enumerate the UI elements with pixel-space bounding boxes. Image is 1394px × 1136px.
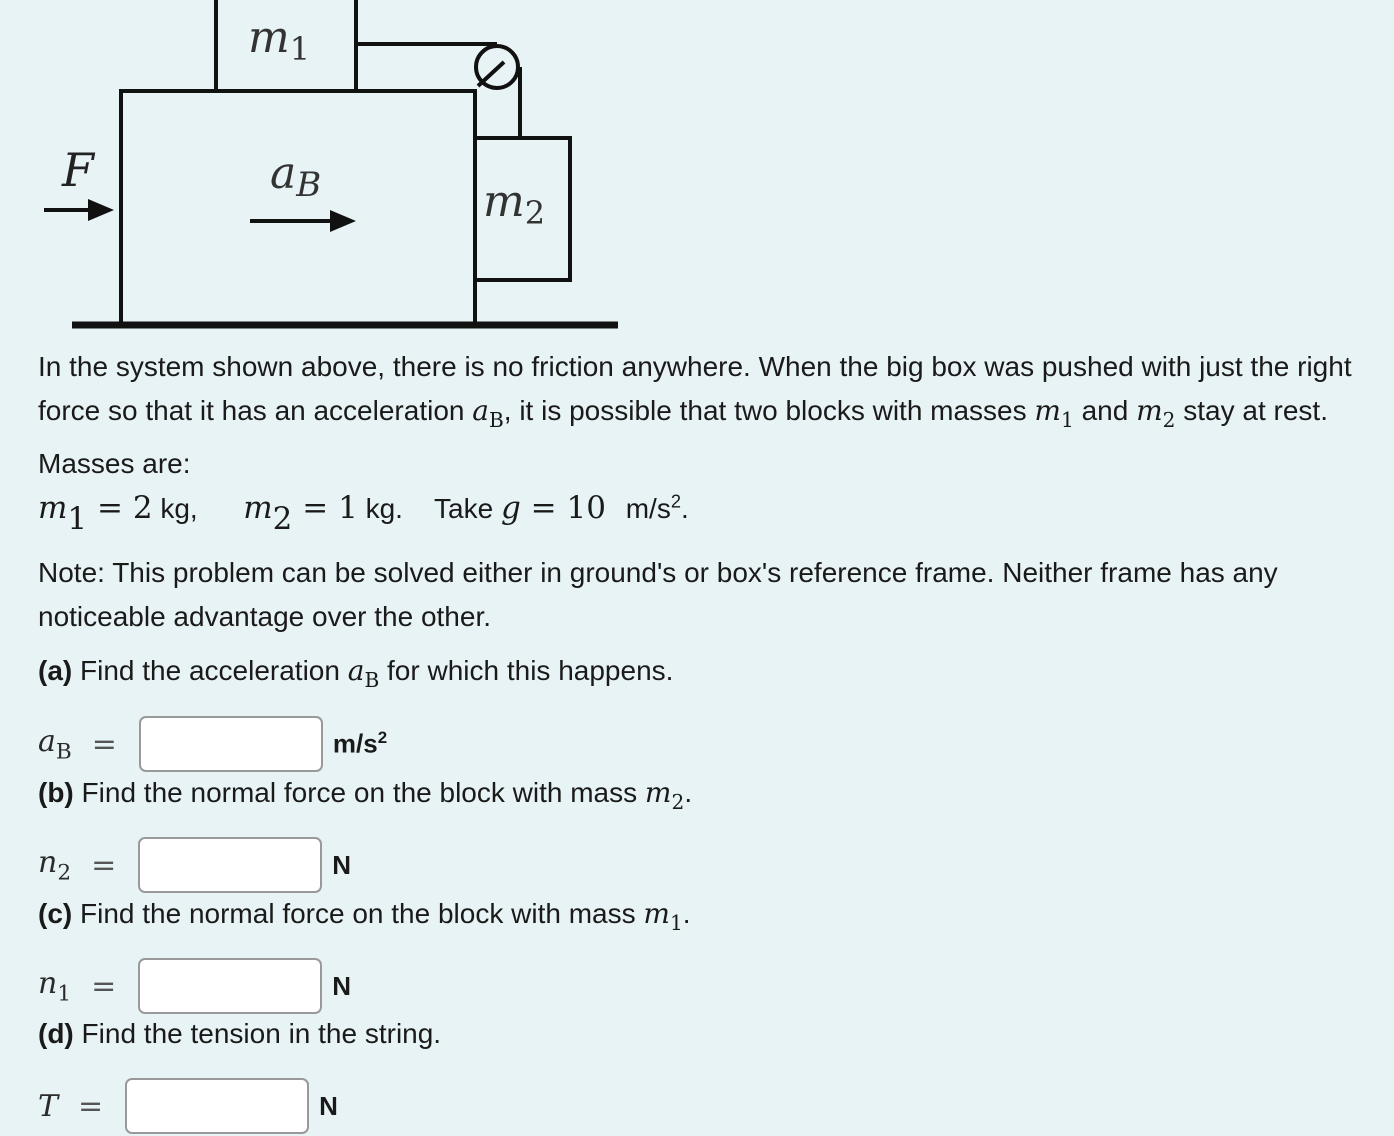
unit-b: N (332, 849, 351, 880)
answer-input-d[interactable] (125, 1078, 309, 1134)
force-arrow (44, 199, 114, 221)
answer-label-b: $n_2$ (38, 844, 72, 886)
answer-input-c[interactable] (138, 958, 322, 1014)
label-m1: m1 (248, 12, 311, 68)
unit-d: N (319, 1090, 338, 1121)
label-m2: m2 (483, 176, 546, 232)
physics-diagram (0, 0, 640, 340)
answer-row-c: $n_1$ = N (38, 956, 351, 1016)
answer-row-a: $a_B$ = $m/s^2$ (38, 714, 387, 774)
question-a: (a) Find the acceleration $a_B$ for which this happens. (38, 654, 674, 693)
unit-a: $m/s^2$ (332, 728, 388, 759)
big-box (121, 91, 475, 325)
acceleration-arrow (250, 210, 356, 232)
answer-label-c: $n_1$ (38, 965, 72, 1007)
question-c: (c) Find the normal force on the block with mass $m_1$. (38, 897, 691, 936)
label-F: F (62, 143, 94, 197)
pulley-axle (478, 62, 504, 86)
answer-label-d: T (38, 1088, 59, 1124)
note-text: Note: This problem can be solved either in ground's or box's reference frame. Neither frame has any noticeable advantage over the other. (38, 557, 1278, 632)
problem-statement: In the system shown above, there is no friction anywhere. When the big box was pushed with just the right force so that it has an acceleration $a_B$, it is possible that two blocks with masses $m_1$ and $m_2$ stay at rest. Masses are: (38, 351, 1352, 480)
answer-row-b: $n_2$ = N (38, 835, 351, 895)
question-b: (b) Find the normal force on the block with mass $m_2$. (38, 776, 693, 815)
answer-input-a[interactable] (139, 716, 323, 772)
question-d: (d) Find the tension in the string. (38, 1018, 442, 1049)
answer-row-d: T = N (38, 1076, 338, 1136)
given-values: m1 = 2 kg, m2 = 1 kg. Take g = 10 $m/s^2$. (38, 490, 689, 537)
unit-c: N (332, 970, 351, 1001)
label-aB: aB (270, 148, 322, 205)
answer-input-b[interactable] (138, 837, 322, 893)
answer-label-a: $a_B$ (38, 723, 72, 765)
